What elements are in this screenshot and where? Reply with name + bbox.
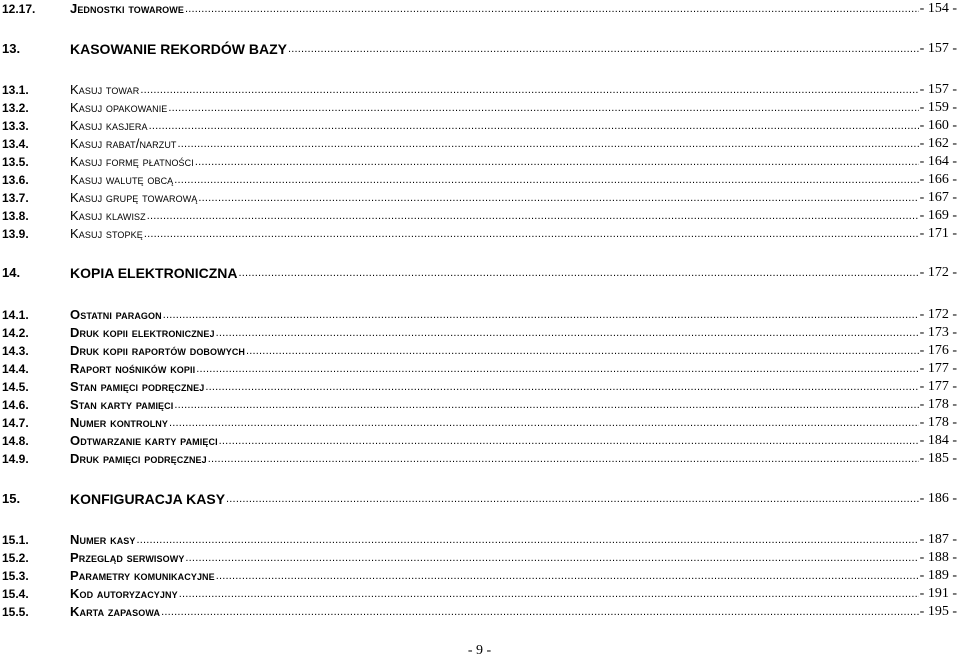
entry-number: 12.17. — [2, 2, 36, 16]
entry-number: 13.2. — [2, 101, 29, 115]
dot-leader — [196, 364, 918, 374]
entry-title: Przegląd serwisowy — [70, 550, 185, 565]
entry-title: Numer kasy — [70, 532, 136, 547]
dot-leader — [216, 571, 919, 581]
entry-title: Druk pamięci podręcznej — [70, 451, 207, 466]
toc-entry[interactable] — [2, 171, 957, 187]
entry-number: 13.6. — [2, 173, 29, 187]
entry-number: 13.5. — [2, 155, 29, 169]
dot-leader — [238, 268, 918, 278]
entry-page: - 178 - — [919, 397, 957, 412]
chapter-number: 15. — [2, 491, 21, 506]
entry-number: 15.5. — [2, 605, 29, 619]
entry-title: Numer kontrolny — [70, 415, 168, 430]
toc-entry[interactable] — [2, 117, 957, 133]
entry-number: 13.4. — [2, 137, 29, 151]
toc-entry[interactable] — [2, 531, 957, 547]
entry-page: - 176 - — [919, 343, 957, 358]
entry-title: Raport nośników kopii — [70, 361, 196, 376]
chapter-page: - 157 - — [919, 41, 957, 56]
toc-entry[interactable] — [2, 0, 957, 16]
entry-number: 13.3. — [2, 119, 29, 133]
toc-entry[interactable] — [2, 153, 957, 169]
entry-page: - 177 - — [919, 361, 957, 376]
entry-number: 14.5. — [2, 380, 29, 394]
toc-chapter[interactable] — [2, 40, 957, 56]
entry-title: Jednostki towarowe — [70, 1, 184, 16]
entry-number: 14.2. — [2, 326, 29, 340]
entry-page: - 171 - — [919, 226, 957, 241]
dot-leader — [169, 418, 919, 428]
toc-entry[interactable] — [2, 342, 957, 358]
entry-page: - 159 - — [919, 100, 957, 115]
entry-title: Kasuj klawisz — [70, 208, 146, 223]
toc-entry[interactable] — [2, 189, 957, 205]
entry-title: Karta zapasowa — [70, 604, 161, 619]
entry-number: 14.3. — [2, 344, 29, 358]
chapter-title: KASOWANIE REKORDÓW BAZY — [70, 41, 287, 57]
entry-number: 13.9. — [2, 227, 29, 241]
entry-title: Kasuj kasjera — [70, 118, 148, 133]
toc-entry[interactable] — [2, 99, 957, 115]
toc-entry[interactable] — [2, 603, 957, 619]
entry-title: Ostatni paragon — [70, 307, 162, 322]
dot-leader — [216, 328, 919, 338]
dot-leader — [149, 121, 919, 131]
entry-page: - 191 - — [919, 586, 957, 601]
entry-number: 14.1. — [2, 308, 29, 322]
entry-number: 13.8. — [2, 209, 29, 223]
entry-page: - 167 - — [919, 190, 957, 205]
entry-number: 14.8. — [2, 434, 29, 448]
dot-leader — [140, 85, 918, 95]
chapter-number: 13. — [2, 41, 21, 56]
dot-leader — [168, 103, 918, 113]
chapter-title: KOPIA ELEKTRONICZNA — [70, 265, 238, 281]
entry-page: - 178 - — [919, 415, 957, 430]
dot-leader — [178, 139, 919, 149]
dot-leader — [185, 4, 919, 14]
entry-page: - 189 - — [919, 568, 957, 583]
dot-leader — [195, 157, 919, 167]
toc-entry[interactable] — [2, 324, 957, 340]
entry-number: 13.7. — [2, 191, 29, 205]
dot-leader — [179, 589, 919, 599]
dot-leader — [174, 400, 918, 410]
dot-leader — [246, 346, 919, 356]
dot-leader — [147, 211, 919, 221]
toc-entry[interactable] — [2, 81, 957, 97]
toc-chapter[interactable] — [2, 264, 957, 280]
page-number: - 9 - — [467, 643, 492, 658]
toc-entry[interactable] — [2, 378, 957, 394]
entry-number: 14.4. — [2, 362, 29, 376]
entry-page: - 173 - — [919, 325, 957, 340]
dot-leader — [137, 535, 919, 545]
entry-title: Kod autoryzacyjny — [70, 586, 178, 601]
entry-page: - 169 - — [919, 208, 957, 223]
entry-page: - 195 - — [919, 604, 957, 619]
toc-entry[interactable] — [2, 585, 957, 601]
entry-title: Kasuj rabat/narzut — [70, 136, 177, 151]
entry-title: Kasuj grupę towarową — [70, 190, 198, 205]
toc-entry[interactable] — [2, 414, 957, 430]
entry-title: Kasuj opakowanie — [70, 100, 168, 115]
chapter-number: 14. — [2, 265, 21, 280]
entry-title: Kasuj towar — [70, 82, 140, 97]
toc-entry[interactable] — [2, 567, 957, 583]
entry-page: - 185 - — [919, 451, 957, 466]
entry-title: Kasuj stopkę — [70, 226, 143, 241]
entry-title: Odtwarzanie karty pamięci — [70, 433, 218, 448]
entry-page: - 164 - — [919, 154, 957, 169]
entry-page: - 172 - — [919, 307, 957, 322]
entry-number: 15.4. — [2, 587, 29, 601]
toc-entry[interactable] — [2, 432, 957, 448]
entry-number: 15.1. — [2, 533, 29, 547]
entry-title: Parametry komunikacyjne — [70, 568, 215, 583]
toc-entry[interactable] — [2, 306, 957, 322]
entry-number: 14.7. — [2, 416, 29, 430]
entry-number: 15.2. — [2, 551, 29, 565]
toc-entry[interactable] — [2, 549, 957, 565]
entry-page: - 154 - — [919, 1, 957, 16]
entry-number: 14.6. — [2, 398, 29, 412]
toc-chapter[interactable] — [2, 490, 957, 506]
dot-leader — [219, 436, 919, 446]
entry-title: Stan karty pamięci — [70, 397, 174, 412]
entry-page: - 160 - — [919, 118, 957, 133]
entry-page: - 157 - — [919, 82, 957, 97]
chapter-page: - 186 - — [919, 491, 957, 506]
dot-leader — [185, 553, 918, 563]
dot-leader — [288, 44, 919, 54]
toc-entry[interactable] — [2, 225, 957, 241]
chapter-title: KONFIGURACJA KASY — [70, 491, 226, 507]
chapter-page: - 172 - — [919, 265, 957, 280]
entry-page: - 187 - — [919, 532, 957, 547]
dot-leader — [144, 229, 919, 239]
toc-entry[interactable] — [2, 396, 957, 412]
entry-title: Druk kopii raportów dobowych — [70, 343, 246, 358]
entry-title: Stan pamięci podręcznej — [70, 379, 205, 394]
entry-title: Druk kopii elektronicznej — [70, 325, 215, 340]
entry-number: 15.3. — [2, 569, 29, 583]
toc-entry[interactable] — [2, 450, 957, 466]
dot-leader — [174, 175, 918, 185]
dot-leader — [163, 310, 919, 320]
entry-page: - 184 - — [919, 433, 957, 448]
dot-leader — [208, 454, 919, 464]
entry-page: - 188 - — [919, 550, 957, 565]
dot-leader — [198, 193, 918, 203]
dot-leader — [161, 607, 919, 617]
entry-title: Kasuj formę płatności — [70, 154, 194, 169]
toc-entry[interactable] — [2, 135, 957, 151]
entry-number: 14.9. — [2, 452, 29, 466]
entry-page: - 177 - — [919, 379, 957, 394]
dot-leader — [205, 382, 918, 392]
entry-page: - 162 - — [919, 136, 957, 151]
entry-number: 13.1. — [2, 83, 29, 97]
toc-entry[interactable] — [2, 360, 957, 376]
entry-title: Kasuj walutę obcą — [70, 172, 174, 187]
toc-entry[interactable] — [2, 207, 957, 223]
entry-page: - 166 - — [919, 172, 957, 187]
dot-leader — [226, 494, 919, 504]
